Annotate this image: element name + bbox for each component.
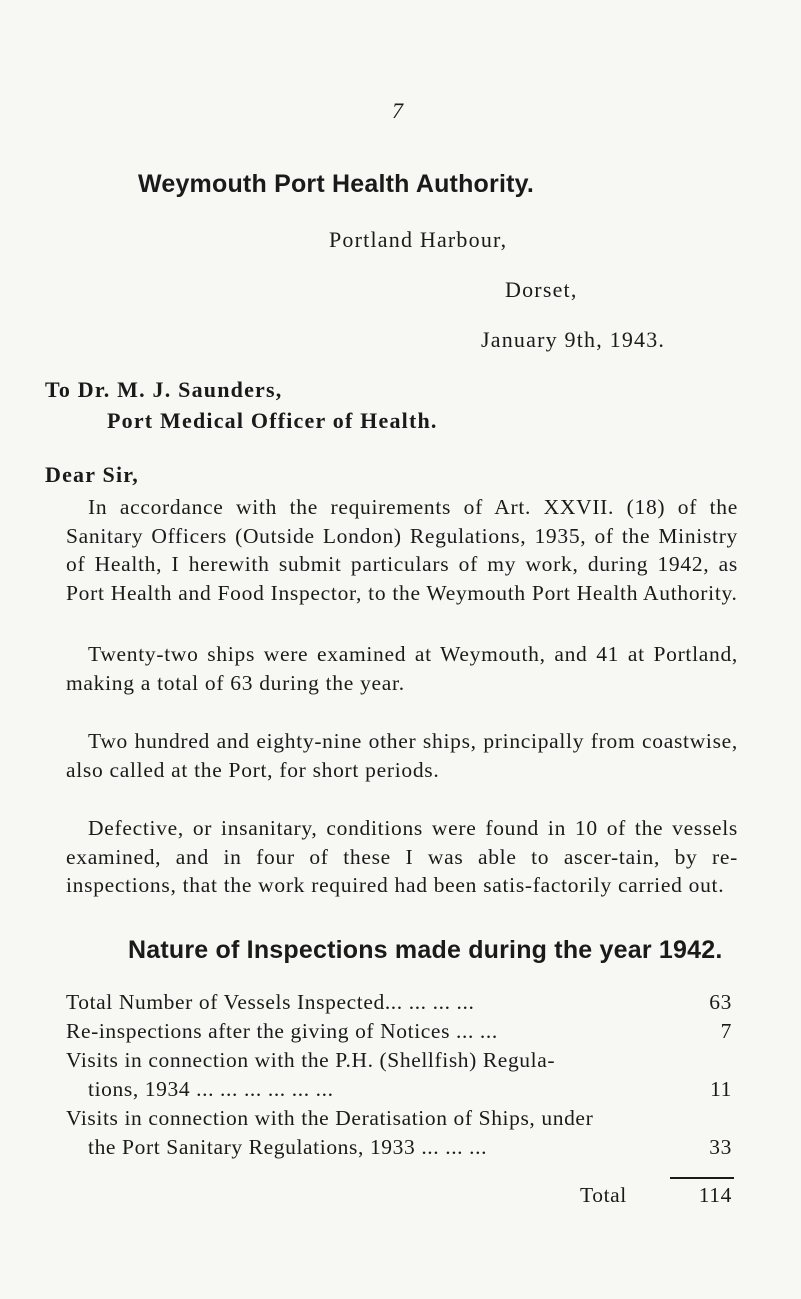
paragraph-3-text: Two hundred and eighty-nine other ships, principally from coastwise, also called at the Port, for short periods. <box>66 729 738 782</box>
address-line-1: Portland Harbour, <box>329 227 508 252</box>
table-row <box>66 1077 738 1105</box>
paragraph-4-text: Defective, or insanitary, conditions were found in 10 of the vessels examined, and in four of these I was able to ascer-tain, by re-inspections, that the work required had been satis-factorily carried out. <box>66 816 738 897</box>
paragraph-2 <box>66 640 738 697</box>
inspections-table <box>66 990 738 1220</box>
letter-date: January 9th, 1943. <box>481 327 666 352</box>
row-label: Visits in connection with the P.H. (Shellfish) Regula- <box>66 1048 556 1072</box>
table-row <box>66 990 738 1018</box>
page-number: 7 <box>392 98 403 123</box>
total-divider <box>670 1177 734 1179</box>
row-label: Total Number of Vessels Inspected... ... ... ... <box>66 990 475 1014</box>
table-row <box>66 1135 738 1163</box>
paragraph-4 <box>66 814 738 900</box>
total-label: Total <box>580 1183 627 1207</box>
table-row <box>66 1106 738 1134</box>
total-value: 114 <box>698 1183 732 1207</box>
recipient-title: Port Medical Officer of Health. <box>107 408 438 433</box>
paragraph-2-text: Twenty-two ships were examined at Weymouth, and 41 at Portland, making a total of 63 during the year. <box>66 642 738 695</box>
row-value: 11 <box>710 1077 732 1101</box>
row-value: 7 <box>720 1019 732 1043</box>
address-line-2: Dorset, <box>505 277 578 302</box>
row-label: the Port Sanitary Regulations, 1933 ... ... ... <box>88 1135 488 1159</box>
table-row <box>66 1019 738 1047</box>
table-row <box>66 1048 738 1076</box>
recipient-name: To Dr. M. J. Saunders, <box>45 377 283 402</box>
total-row <box>66 1183 738 1211</box>
row-value: 63 <box>709 990 732 1014</box>
paragraph-3 <box>66 727 738 784</box>
page-heading: Weymouth Port Health Authority. <box>138 170 535 198</box>
row-value: 33 <box>709 1135 732 1159</box>
row-label: Re-inspections after the giving of Notices ... ... <box>66 1019 498 1043</box>
salutation: Dear Sir, <box>45 462 139 487</box>
row-label: Visits in connection with the Deratisation of Ships, under <box>66 1106 594 1130</box>
paragraph-1-text: In accordance with the requirements of Art. XXVII. (18) of the Sanitary Officers (Outside London) Regulations, 1935, of the Ministry of Health, I herewith submit particulars of my work, during 1942, as Port Health and Food Inspector, to the Weymouth Port Health Authority. <box>66 495 738 605</box>
row-label: tions, 1934 ... ... ... ... ... ... <box>88 1077 334 1101</box>
inspections-title: Nature of Inspections made during the year 1942. <box>128 936 723 964</box>
paragraph-1 <box>66 493 738 607</box>
